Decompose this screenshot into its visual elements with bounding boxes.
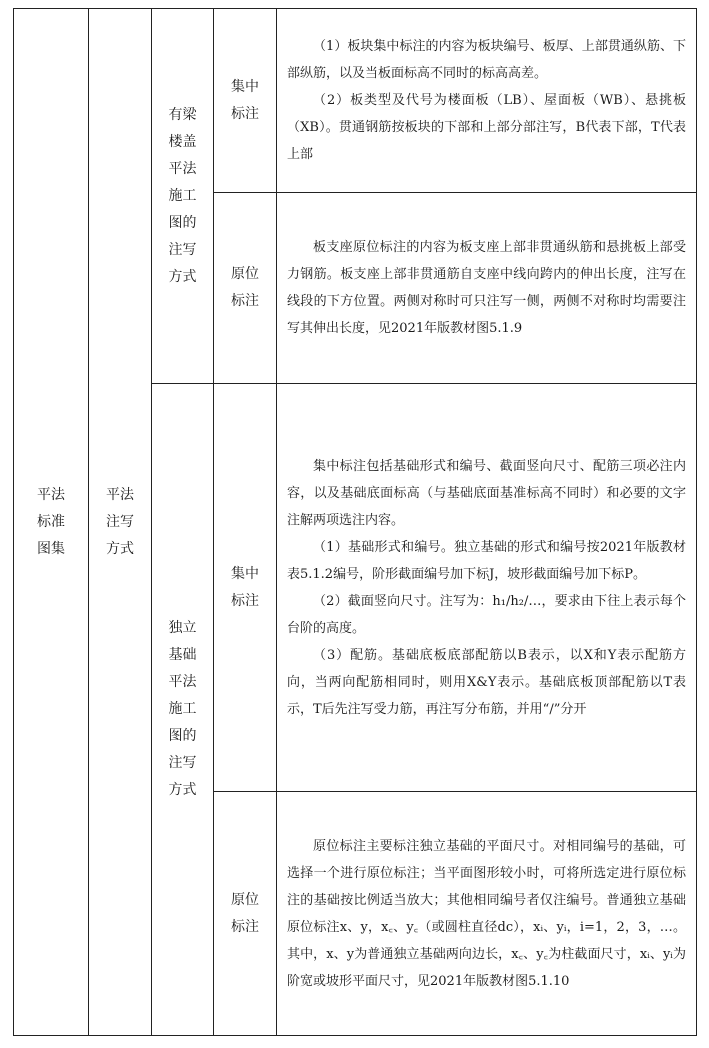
paragraph: （2）截面竖向尺寸。注写为：h₁/h₂/…，要求由下往上表示每个台阶的高度。 — [287, 593, 686, 636]
section-label-beam-slab: 有梁楼盖平法施工图的注写方式 — [168, 106, 197, 285]
paragraph: （3）配筋。基础底板底部配筋以B表示，以X和Y表示配筋方向，当两向配筋相同时，则用X&Y表示。基础底板顶部配筋以T表示，T后先注写受力筋，再注写分布筋，并用“/”分开 — [287, 647, 686, 717]
paragraph: 原位标注主要标注独立基础的平面尺寸。对相同编号的基础，可选择一个进行原位标注；当平面图形较小时，可将所选定进行原位标注的基础按比例适当放大；其他相同编号者仅注编号。普通独立基础原位标注x、y，x꜀、y꜀（或圆柱直径dc），xᵢ、yᵢ，i=1，2，3，…。其中，x、y为普通独立基础两向边长，x꜀、y꜀为柱截面尺寸，xᵢ、yᵢ为阶宽或坡形平面尺寸，见2021年版教材图5.1.10 — [287, 838, 686, 989]
section-label-isolated-foundation: 独立基础平法施工图的注写方式 — [168, 620, 197, 798]
content-cell-foundation-concentrated — [277, 384, 696, 791]
row-label-cell — [214, 9, 276, 192]
row-label-cell — [214, 384, 276, 791]
method-cell — [89, 9, 151, 1035]
content-cell-foundation-in-situ — [277, 792, 696, 1035]
row-label-cell — [214, 193, 276, 383]
paragraph: 板支座原位标注的内容为板支座上部非贯通纵筋和悬挑板上部受力钢筋。板支座上部非贯通筋自支座中线向跨内的伸出长度，注写在线段的下方位置。两侧对称时可只注写一侧，两侧不对称时均需要注写其伸出长度，见2021年版教材图5.1.9 — [287, 240, 686, 336]
row-label-in-situ: 原位标注 — [231, 891, 259, 935]
paragraph: 集中标注包括基础形式和编号、截面竖向尺寸、配筋三项必注内容，以及基础底面标高（与基础底面基准标高不同时）和必要的文字注解两项选注内容。 — [287, 458, 686, 528]
section-cell-beam-slab — [152, 9, 213, 383]
content-cell-slab-concentrated — [277, 9, 696, 192]
paragraph: （1）基础形式和编号。独立基础的形式和编号按2021年版教材表5.1.2编号，阶形截面编号加下标J，坡形截面编号加下标P。 — [287, 539, 686, 582]
method-label: 平法注写方式 — [106, 486, 134, 557]
row-label-concentrated: 集中标注 — [231, 78, 259, 122]
atlas-label: 平法标准图集 — [37, 486, 65, 557]
content-cell-slab-in-situ — [277, 193, 696, 383]
row-label-cell — [214, 792, 276, 1035]
paragraph: （2）板类型及代号为楼面板（LB）、屋面板（WB）、悬挑板（XB）。贯通钢筋按板块的下部和上部分部注写，B代表下部，T代表上部 — [287, 93, 686, 162]
standard-atlas-table — [13, 8, 697, 1036]
row-label-concentrated: 集中标注 — [231, 565, 259, 609]
paragraph: （1）板块集中标注的内容为板块编号、板厚、上部贯通纵筋、下部纵筋，以及当板面标高不同时的标高高差。 — [287, 39, 686, 81]
atlas-cell — [14, 9, 88, 1035]
section-cell-isolated-foundation — [152, 384, 213, 1035]
row-label-in-situ: 原位标注 — [231, 266, 259, 309]
